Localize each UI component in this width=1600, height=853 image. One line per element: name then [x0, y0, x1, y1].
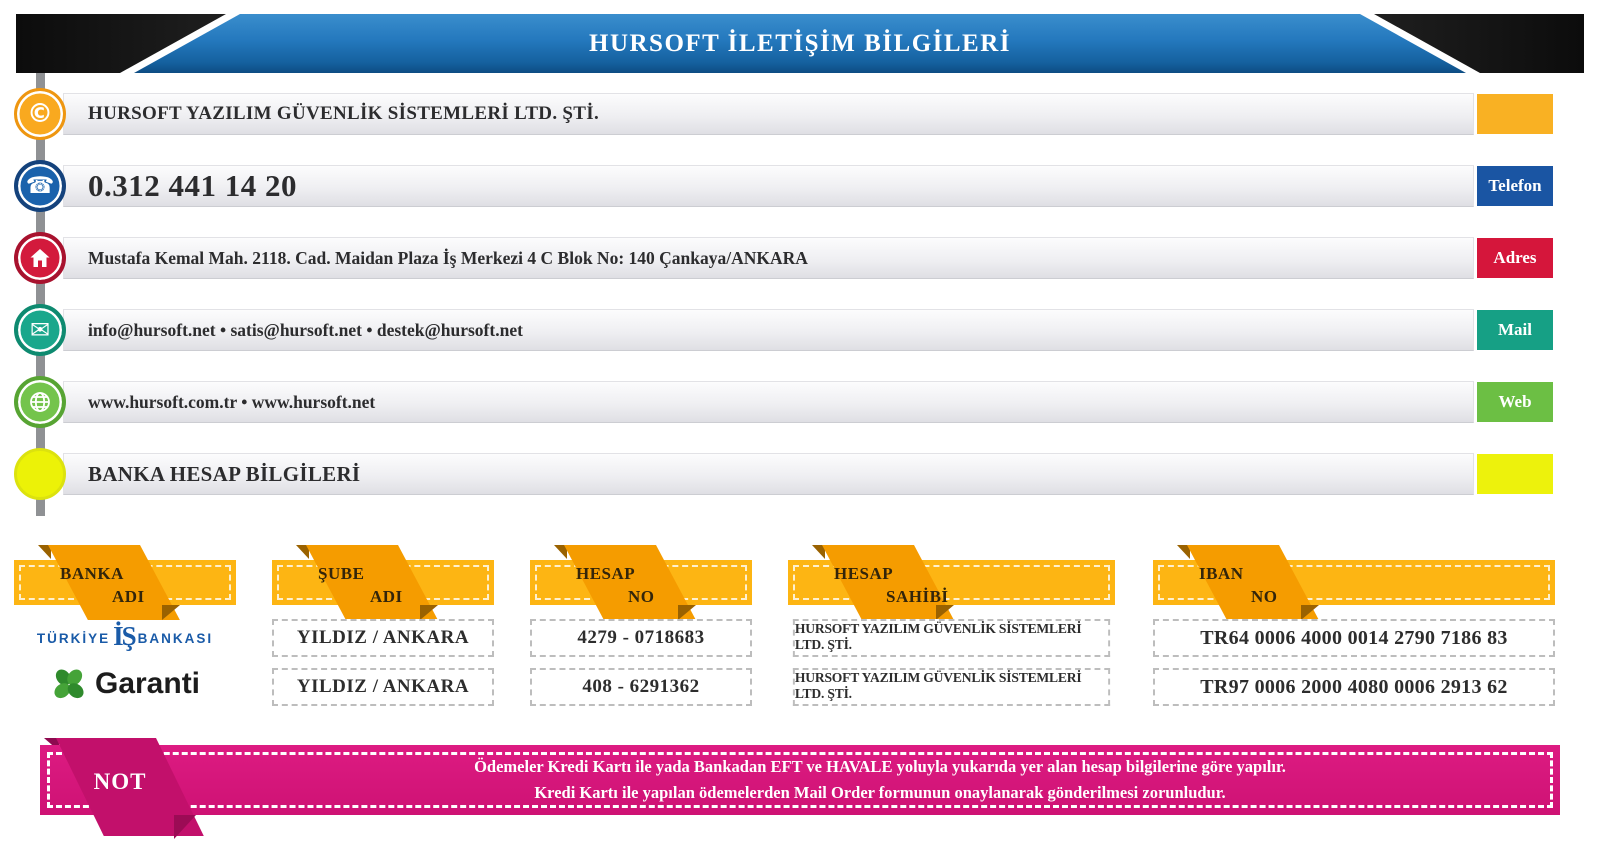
address-text: Mustafa Kemal Mah. 2118. Cad. Maidan Plaza İş Merkezi 4 C Blok No: 140 Çankaya/ANKARA [63, 237, 1474, 279]
header-line1: ŞUBE [318, 564, 365, 583]
company-tag [1477, 94, 1553, 134]
header-line2: NO [628, 587, 655, 606]
column-header-hesap-sahibi [788, 545, 1115, 620]
column-header-hesap-no [530, 545, 752, 620]
company-name-text: HURSOFT YAZILIM GÜVENLİK SİSTEMLERİ LTD. ŞTİ. [63, 93, 1474, 135]
table-cell-hesapno-2: 408 - 6291362 [530, 668, 752, 706]
note-line-1: Ödemeler Kredi Kartı ile yada Bankadan EFT ve HAVALE yoluyla yukarıda yer alan hesap bilgilerine göre yapılır. [474, 757, 1286, 776]
isbank-emblem-icon: İŞ [113, 620, 135, 651]
header-line1: IBAN [1199, 564, 1244, 583]
garanti-clover-icon [50, 665, 88, 703]
email-addresses-text[interactable]: info@hursoft.net • satis@hursoft.net • destek@hursoft.net [63, 309, 1474, 351]
globe-icon [14, 376, 66, 428]
web-tag: Web [1477, 382, 1553, 422]
contact-row-mail [0, 309, 1600, 351]
page-title: HURSOFT İLETİŞİM BİLGİLERİ [589, 30, 1011, 57]
isbank-logo [14, 619, 236, 657]
garanti-logo [14, 662, 236, 706]
hursoft-logo-icon: © [14, 88, 66, 140]
garanti-logo-text: Garanti [94, 667, 201, 700]
header-line1: HESAP [576, 564, 636, 583]
table-cell-iban-2: TR97 0006 2000 4080 0006 2913 62 [1153, 668, 1555, 706]
column-header-banka-adi [14, 545, 236, 620]
header-line1: HESAP [834, 564, 894, 583]
mail-tag: Mail [1477, 310, 1553, 350]
bank-info-heading: BANKA HESAP BİLGİLERİ [63, 453, 1474, 495]
home-icon [14, 232, 66, 284]
header-line2: SAHİBİ [886, 587, 949, 606]
note-text [260, 754, 1500, 806]
note-label: NOT [93, 769, 147, 794]
contact-row-company [0, 93, 1600, 135]
table-cell-sube-1: YILDIZ / ANKARA [272, 619, 494, 657]
phone-icon: ☎ [14, 160, 66, 212]
table-cell-iban-1: TR64 0006 4000 0014 2790 7186 83 [1153, 619, 1555, 657]
header-line1: BANKA [60, 564, 124, 583]
table-cell-sahibi-1: HURSOFT YAZILIM GÜVENLİK SİSTEMLERİ LTD. ŞTİ. [793, 619, 1110, 657]
contact-row-web [0, 381, 1600, 423]
header-line2: ADI [112, 587, 145, 606]
payment-note-ribbon [40, 738, 1560, 842]
table-cell-sahibi-2: HURSOFT YAZILIM GÜVENLİK SİSTEMLERİ LTD. ŞTİ. [793, 668, 1110, 706]
table-cell-sube-2: YILDIZ / ANKARA [272, 668, 494, 706]
header-line2: ADI [370, 587, 403, 606]
web-addresses-text[interactable]: www.hursoft.com.tr • www.hursoft.net [63, 381, 1474, 423]
column-header-iban-no [1153, 545, 1555, 620]
yellow-dot-icon [14, 448, 66, 500]
phone-number-text: 0.312 441 14 20 [63, 165, 1474, 207]
page-header [16, 14, 1584, 73]
bank-info-tag [1477, 454, 1553, 494]
contact-row-address [0, 237, 1600, 279]
column-header-sube-adi [272, 545, 494, 620]
note-line-2: Kredi Kartı ile yapılan ödemelerden Mail Order formunun onaylanarak gönderilmesi zorunludur. [534, 783, 1226, 802]
contact-row-phone [0, 165, 1600, 207]
header-line2: NO [1251, 587, 1278, 606]
contact-row-bank-info [0, 453, 1600, 495]
table-cell-hesapno-1: 4279 - 0718683 [530, 619, 752, 657]
isbank-logo-left: TÜRKİYE [36, 630, 111, 646]
address-tag: Adres [1477, 238, 1553, 278]
isbank-logo-right: BANKASI [137, 630, 214, 646]
mail-icon: ✉ [14, 304, 66, 356]
phone-tag: Telefon [1477, 166, 1553, 206]
